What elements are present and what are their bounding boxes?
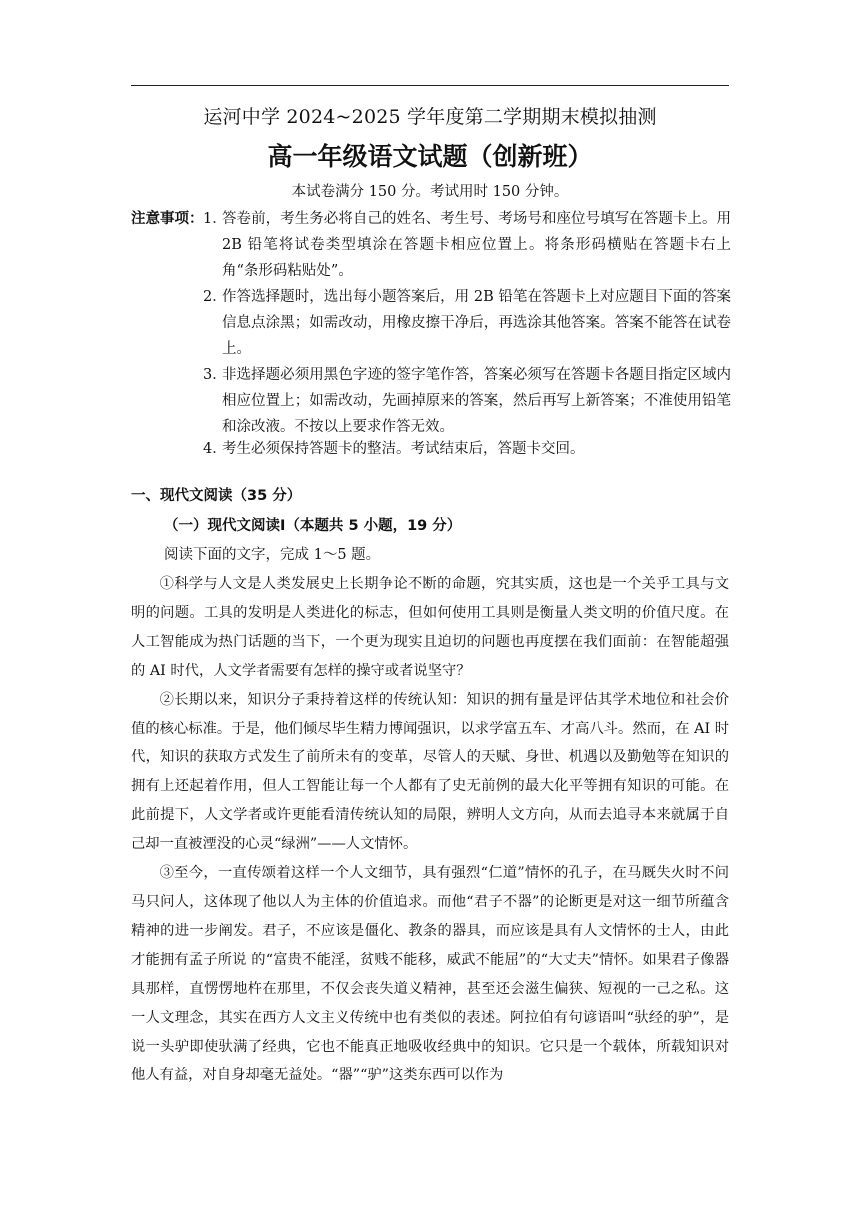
note-item-1 [203,206,731,284]
school-line: 运河中学 2024~2025 学年度第二学期期末模拟抽测 [203,106,657,128]
passage-paragraph-2: ②长期以来，知识分子秉持着这样的传统认知：知识的拥有量是评估其学术地位和社会价值的核心标准。于是，他们倾尽毕生精力博闻强识，以求学富五车、才高八斗。然而，在 AI 时代，知识的获取方式发生了前所未有的变革，尽管人的天赋、身世、机遇以及勤勉等在知识的拥有上还起着作用，但人工智能让每一个人都有了史无前例的最大化平等拥有知识的可能。在此前提下，人文学者或许更能看清传统认知的局限，辨明人文方向，从而去追寻本来就属于自己却一直被湮没的心灵“绿洲”——人文情怀。 [131,691,729,853]
header-rule [131,85,729,86]
score-line: 本试卷满分 150 分。考试用时 150 分钟。 [291,184,569,200]
note-number: 2． [203,289,227,305]
note-text: 作答选择题时，选出每小题答案后，用 2B 铅笔在答题卡上对应题目下面的答案信息点涂黑；如需改动，用橡皮擦干净后，再选涂其他答案。答案不能答在试卷上。 [222,289,731,357]
subsection-heading: （一）现代文阅读Ⅰ（本题共 5 小题，19 分） [164,518,462,534]
section-heading: 一、现代文阅读（35 分） [131,488,302,504]
notes-label: 注意事项： [131,211,204,227]
note-text: 答卷前，考生务必将自己的姓名、考生号、考场号和座位号填写在答题卡上。用 2B 铅笔将试卷类型填涂在答题卡相应位置上。将条形码横贴在答题卡右上角“条形码粘贴处”。 [222,211,731,279]
passage-paragraph-1: ①科学与人文是人类发展史上长期争论不断的命题，究其实质，这也是一个关乎工具与文明的问题。工具的发明是人类进化的标志，但如何使用工具则是衡量人类文明的价值尺度。在人工智能成为热门话题的当下，一个更为现实且迫切的问题也再度摆在我们面前：在智能超强的 AI 时代，人文学者需要有怎样的操守或者说坚守？ [131,576,729,679]
note-number: 4． [203,441,227,457]
note-item-4 [203,436,731,462]
note-number: 3． [203,367,227,383]
reading-passage [131,570,729,1090]
reading-instruction: 阅读下面的文字，完成 1～5 题。 [164,547,381,563]
note-item-3 [203,362,731,440]
note-text: 非选择题必须用黑色字迹的签字笔作答，答案必须写在答题卡各题目指定区域内相应位置上；如需改动，先画掉原来的答案，然后再写上新答案；不准使用铅笔和涂改液。不按以上要求作答无效。 [222,367,731,435]
note-number: 1． [203,211,227,227]
note-text: 考生必须保持答题卡的整洁。考试结束后，答题卡交回。 [222,441,585,457]
note-item-2 [203,284,731,362]
passage-paragraph-3: ③至今，一直传颂着这样一个人文细节，具有强烈“仁道”情怀的孔子，在马厩失火时不问马只问人，这体现了他以人为主体的价值追求。而他“君子不器”的论断更是对这一细节所蕴含精神的进一步阐发。君子，不应该是僵化、教条的器具，而应该是具有人文情怀的士人，由此才能拥有孟子所说 的“富贵不能淫，贫贱不能移，威武不能屈”的“大丈夫”情怀。如果君子像器具那样，直愣愣地杵在那里，不仅会丧失道义精神，甚至还会滋生偏狭、短视的一己之私。这一人文理念，其实在西方人文主义传统中也有类似的表述。阿拉伯有句谚语叫“驮经的驴”，是说一头驴即使驮满了经典，它也不能真正地吸收经典中的知识。它只是一个载体，所载知识对他人有益，对自身却毫无益处。“器”“驴”这类东西可以作为 [131,865,729,1084]
page-title: 高一年级语文试题（创新班） [267,142,593,171]
